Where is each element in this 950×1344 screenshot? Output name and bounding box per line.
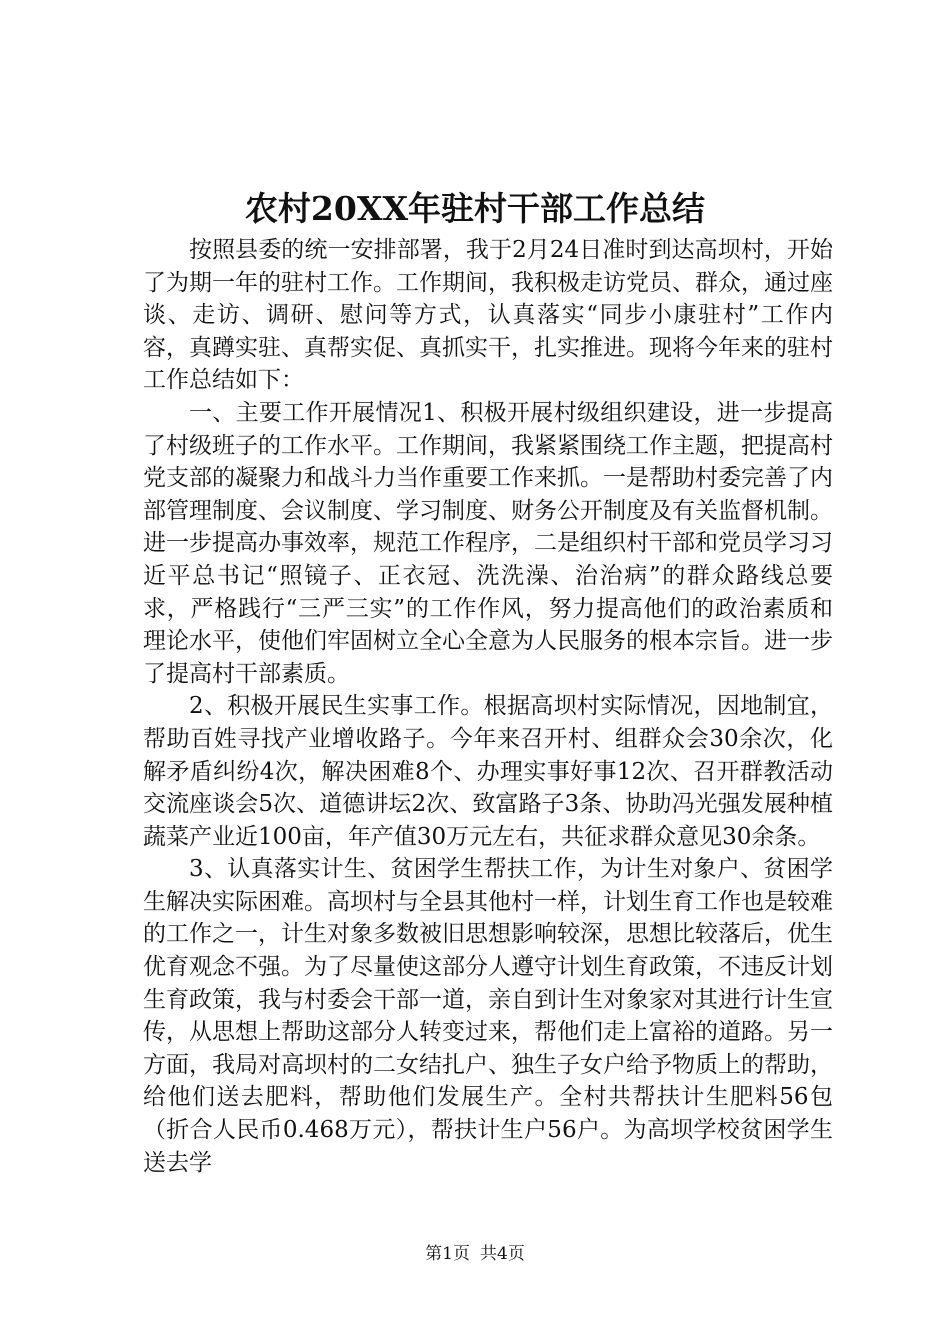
paragraph-section-2: 2、积极开展民生实事工作。根据高坝村实际情况，因地制宜，帮助百姓寻找产业增收路子。今年来召开村、组群众会30余次，化解矛盾纠纷4次，解决困难8个、办理实事好事12次、召开群教活动交流座谈会5次、道德讲坛2次、致富路子3条、协助冯光强发展种植蔬菜产业近100亩，年产值30万元左右，共征求群众意见30余条。 [143,693,833,850]
paragraph-section-1: 一、主要工作开展情况1、积极开展村级组织建设，进一步提高了村级班子的工作水平。工作期间，我紧紧围绕工作主题，把提高村党支部的凝聚力和战斗力当作重要工作来抓。一是帮助村委完善了内部管理制度、会议制度、学习制度、财务公开制度及有关监督机制。进一步提高办事效率，规范工作程序，二是组织村干部和党员学习习近平总书记“照镜子、正衣冠、洗洗澡、治治病”的群众路线总要求，严格践行“三严三实”的工作作风，努力提高他们的政治素质和理论水平，使他们牢固树立全心全意为人民服务的根本宗旨。进一步了提高村干部素质。 [143,399,833,687]
page-total: 共4页 [480,1244,525,1264]
document-body [143,234,833,1179]
document-title: 农村20XX年驻村干部工作总结 [244,189,706,228]
paragraph-intro: 按照县委的统一安排部署，我于2月24日准时到达高坝村，开始了为期一年的驻村工作。工作期间，我积极走访党员、群众，通过座谈、走访、调研、慰问等方式，认真落实“同步小康驻村”工作内容，真蹲实驻、真帮实促、真抓实干，扎实推进。现将今年来的驻村工作总结如下： [143,237,833,394]
paragraph-section-3: 3、认真落实计生、贫困学生帮扶工作，为计生对象户、贫困学生解决实际困难。高坝村与全县其他村一样，计划生育工作也是较难的工作之一，计生对象多数被旧思想影响较深，思想比较落后，优生优育观念不强。为了尽量使这部分人遵守计划生育政策，不违反计划生育政策，我与村委会干部一道，亲自到计生对象家对其进行计生宣传，从思想上帮助这部分人转变过来，帮他们走上富裕的道路。另一方面，我局对高坝村的二女结扎户、独生子女户给予物质上的帮助，给他们送去肥料，帮助他们发展生产。全村共帮扶计生肥料56包（折合人民币0.468万元），帮扶计生户56户。为高坝学校贫困学生送去学 [143,856,833,1176]
page-number: 第1页 [425,1244,470,1264]
page-footer [0,1243,950,1265]
